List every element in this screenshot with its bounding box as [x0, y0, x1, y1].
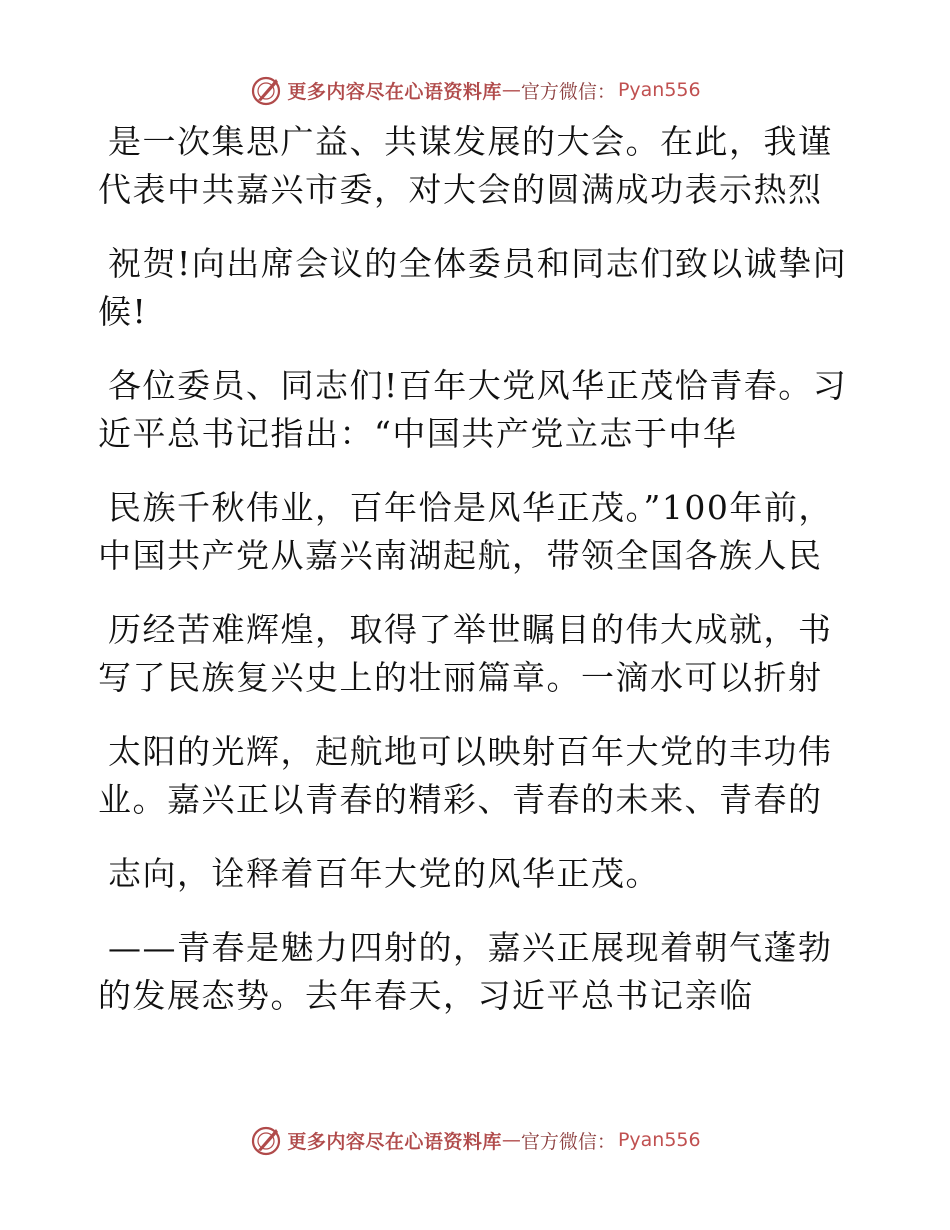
text-block: [98, 924, 858, 1020]
text-block: [98, 362, 858, 458]
document-body: [98, 118, 858, 1046]
text-line: 民族千秋伟业，百年恰是风华正茂。”100年前，: [108, 488, 833, 527]
watermark-label: 官方微信：: [520, 1130, 616, 1153]
watermark-account: Pyan556: [617, 1129, 701, 1151]
text-line: 中国共产党从嘉兴南湖起航，带领全国各族人民: [98, 536, 823, 575]
text-line: 近平总书记指出：“中国共产党立志于中华: [98, 414, 738, 453]
text-block: [98, 118, 858, 214]
text-block: [98, 240, 858, 336]
text-block: [98, 606, 858, 702]
text-line: 业。嘉兴正以青春的精彩、青春的未来、青春的: [98, 780, 823, 819]
quill-circle-logo-icon: [249, 1123, 283, 1157]
text-line: 写了民族复兴史上的壮丽篇章。一滴水可以折射: [98, 658, 823, 697]
watermark-label: 官方微信：: [520, 80, 616, 103]
header-watermark: [0, 70, 950, 110]
text-block: [98, 484, 858, 580]
text-block: [98, 728, 858, 824]
text-line: 历经苦难辉煌，取得了举世瞩目的伟大成就，书: [108, 610, 833, 649]
text-line: 祝贺!向出席会议的全体委员和同志们致以诚挚问: [108, 244, 848, 283]
text-line: 代表中共嘉兴市委，对大会的圆满成功表示热烈: [98, 170, 823, 209]
text-block: [98, 850, 858, 898]
text-line: 志向，诠释着百年大党的风华正茂。: [108, 854, 660, 893]
watermark-dash: —: [501, 79, 521, 101]
watermark-main-text: 更多内容尽在心语资料库: [287, 80, 502, 103]
text-line: 各位委员、同志们!百年大党风华正茂恰青春。习: [108, 366, 848, 405]
text-line: ——青春是魅力四射的，嘉兴正展现着朝气蓬勃: [108, 928, 833, 967]
text-line: 候!: [98, 292, 148, 331]
watermark-main-text: 更多内容尽在心语资料库: [287, 1130, 502, 1153]
quill-circle-logo-icon: [249, 73, 283, 107]
text-line: 太阳的光辉，起航地可以映射百年大党的丰功伟: [108, 732, 833, 771]
watermark-dash: —: [501, 1129, 521, 1151]
text-line: 是一次集思广益、共谋发展的大会。在此，我谨: [108, 122, 833, 161]
watermark-account: Pyan556: [617, 79, 701, 101]
footer-watermark: [0, 1120, 950, 1160]
text-line: 的发展态势。去年春天，习近平总书记亲临: [98, 976, 754, 1015]
